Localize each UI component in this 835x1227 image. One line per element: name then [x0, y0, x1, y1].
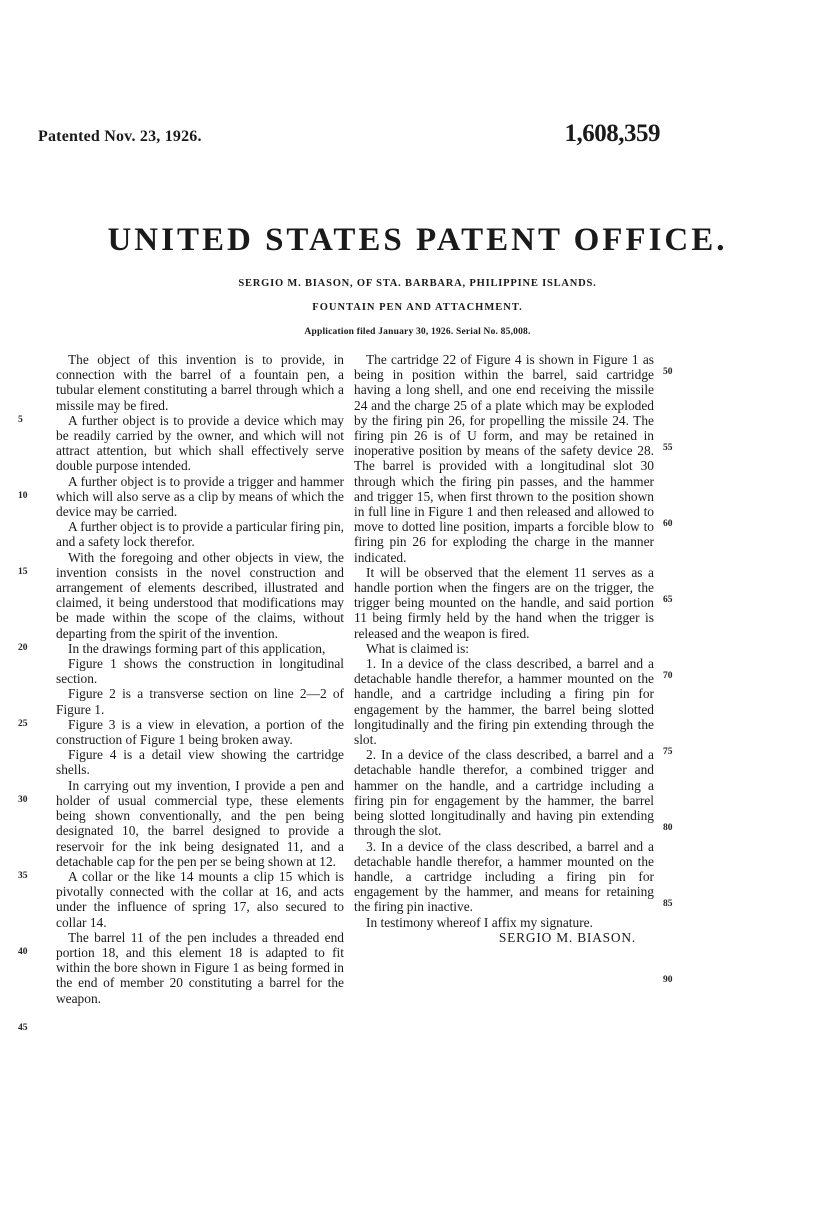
line-number: 30 [18, 795, 28, 805]
office-heading: UNITED STATES PATENT OFFICE. [107, 222, 728, 258]
testimony: In testimony whereof I affix my signature. [366, 914, 593, 930]
line-number: 25 [18, 719, 28, 729]
paragraph: It will be observed that the element 11 serves as a handle portion when the fingers are on the trigger, the trigger being mounted on the handle, and said portion 11 being firmly held by the hand when the trigger is released and the weapon is fired. [354, 564, 654, 641]
line-number: 80 [663, 823, 673, 833]
claim: 3. In a device of the class described, a barrel and a detachable handle therefor, a hammer mounted on the handle, a cartridge including a firing pin for engagement by the hammer, and means for retaining the firing pin inactive. [354, 838, 654, 915]
paragraph: A further object is to provide a trigger and hammer which will also serve as a clip by means of which the device may be carried. [56, 473, 344, 520]
claims-heading: What is claimed is: [366, 640, 470, 656]
line-number: 5 [18, 415, 23, 425]
paragraph: A further object is to provide a particular firing pin, and a safety lock therefor. [56, 519, 344, 550]
paragraph: With the foregoing and other objects in view, the invention consists in the novel construction and arrangement of elements described, illustrated and claimed, it being understood that modifications may be made within the scope of the claims, without departing from the spirit of the invention. [56, 549, 344, 641]
signature: SERGIO M. BIASON. [498, 929, 636, 945]
paragraph: Figure 2 is a transverse section on line 2—2 of Figure 1. [56, 686, 344, 717]
paragraph: Figure 1 shows the construction in longitudinal section. [56, 656, 344, 687]
paragraph: The object of this invention is to provide, in connection with the barrel of a fountain pen, a tubular element constituting a barrel through which a missile may be fired. [56, 352, 344, 413]
paragraph: In carrying out my invention, I provide a pen and holder of usual commercial type, these elements being shown conventionally, and the pen being designated 10, the barrel designed to provide a reservoir for the ink being designated 11, and a detachable cap for the pen per se being shown at 12. [56, 777, 344, 869]
line-number: 70 [663, 671, 673, 681]
paragraph: Figure 3 is a view in elevation, a portion of the construction of Figure 1 being broken away. [56, 716, 344, 748]
line-number: 50 [663, 367, 673, 377]
line-number: 20 [18, 643, 28, 653]
line-number: 10 [18, 491, 28, 501]
line-number: 75 [663, 747, 673, 757]
line-number: 15 [18, 567, 28, 577]
application-line: Application filed January 30, 1926. Serial No. 85,008. [304, 327, 531, 337]
claim: 1. In a device of the class described, a barrel and a detachable handle therefor, a hammer mounted on the handle, and a cartridge including a firing pin for engagement by the hammer, the barrel being slotted longitudinally and the firing pin extending through the slot. [354, 656, 654, 748]
line-number: 55 [663, 443, 673, 453]
line-number: 85 [663, 899, 673, 909]
inventor-line: SERGIO M. BIASON, OF STA. BARBARA, PHILIPPINE ISLANDS. [238, 278, 597, 289]
paragraph: In the drawings forming part of this application, [68, 640, 326, 656]
line-number: 90 [663, 975, 673, 985]
patent-number: 1,608,359 [564, 120, 660, 147]
line-number: 40 [18, 947, 28, 957]
paragraph: A collar or the like 14 mounts a clip 15 which is pivotally connected with the collar at 16, and acts under the influence of spring 17, also secured to collar 14. [56, 868, 344, 930]
paragraph: The barrel 11 of the pen includes a threaded end portion 18, and this element 18 is adapted to fit within the bore shown in Figure 1 as being formed in the end of member 20 constituting a barrel for the weapon. [56, 929, 344, 1006]
line-number: 65 [663, 595, 673, 605]
paragraph: Figure 4 is a detail view showing the cartridge shells. [56, 747, 344, 778]
left-column [56, 352, 344, 1006]
line-number: 60 [663, 519, 673, 529]
claim: 2. In a device of the class described, a barrel and a detachable handle therefor, a combined trigger and hammer on the handle, and a cartridge including a firing pin for engagement by the hammer, the barrel being slotted longitudinally and having pin extending through the slot. [354, 747, 654, 839]
line-number: 45 [18, 1023, 28, 1033]
paragraph: The cartridge 22 of Figure 4 is shown in Figure 1 as being in position within the barrel, said cartridge having a long shell, and one end receiving the missile 24 and the charge 25 of a plate which may be exploded by the firing pin 26, for propelling the missile 24. The firing pin 26 is of U form, and may be retained in inoperative position by means of the safety device 28. The barrel is provided with a longitudinal slot 30 through which the firing pin passes, and the hammer and trigger 15, when first thrown to the position shown in full line in Figure 1 and then released and allowed to move to dotted line position, imparts a forcible blow to firing pin 26 for exploding the charge in the manner indicated. [354, 352, 654, 565]
patent-date: Patented Nov. 23, 1926. [38, 128, 202, 145]
line-number: 35 [18, 871, 28, 881]
right-column [354, 352, 654, 945]
paragraph: A further object is to provide a device which may be readily carried by the owner, and which will not attract attention, but which shall effectively serve double purpose intended. [56, 412, 344, 474]
invention-title: FOUNTAIN PEN AND ATTACHMENT. [312, 302, 523, 313]
